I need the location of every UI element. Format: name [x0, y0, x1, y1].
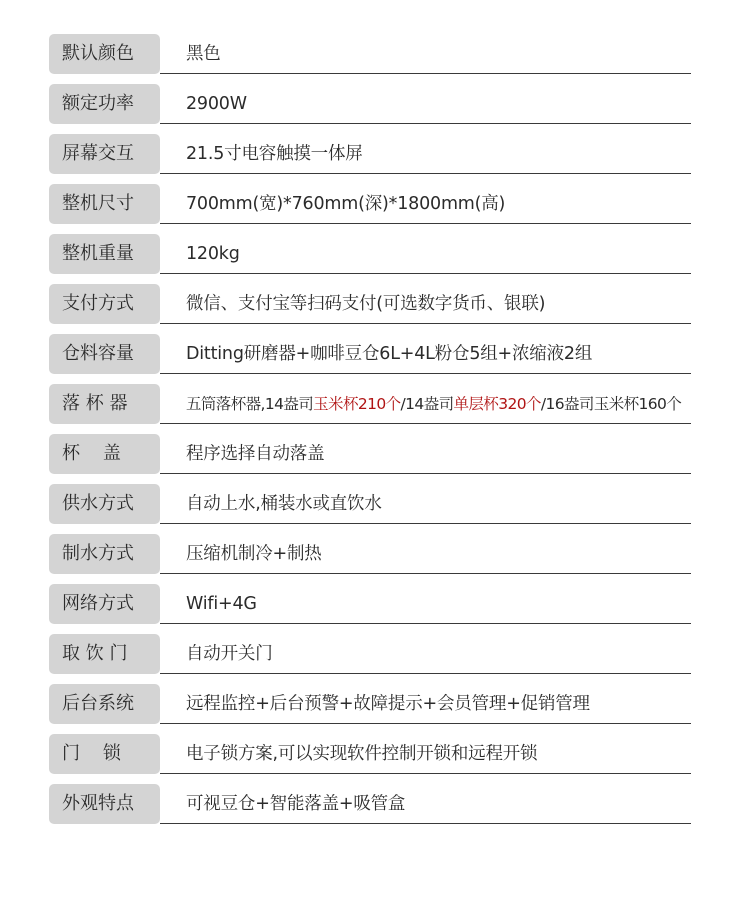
row-divider: [160, 123, 691, 124]
spec-row-payment: [49, 284, 691, 324]
cup-text-part: /16盎司玉米杯160个: [540, 395, 682, 413]
spec-row-water-supply: [49, 484, 691, 524]
spec-label: 门 锁: [49, 734, 160, 774]
spec-row-color: [49, 34, 691, 74]
spec-row-water-processing: [49, 534, 691, 574]
row-divider: [160, 773, 691, 774]
row-divider: [160, 523, 691, 524]
spec-row-network: [49, 584, 691, 624]
spec-label: 外观特点: [49, 784, 160, 824]
spec-label: 整机重量: [49, 234, 160, 274]
spec-row-weight: [49, 234, 691, 274]
spec-value: 120kg: [186, 244, 240, 264]
spec-label: 落 杯 器: [49, 384, 160, 424]
spec-value: 远程监控+后台预警+故障提示+会员管理+促销管理: [186, 694, 590, 714]
spec-label: 网络方式: [49, 584, 160, 624]
spec-row-pickup-door: [49, 634, 691, 674]
spec-label: 屏幕交互: [49, 134, 160, 174]
spec-label: 支付方式: [49, 284, 160, 324]
spec-label: 额定功率: [49, 84, 160, 124]
spec-row-appearance: [49, 784, 691, 824]
spec-label: 供水方式: [49, 484, 160, 524]
spec-label: 取 饮 门: [49, 634, 160, 674]
spec-value: 自动上水,桶装水或直饮水: [186, 494, 382, 514]
row-divider: [160, 823, 691, 824]
row-divider: [160, 423, 691, 424]
spec-value: 可视豆仓+智能落盖+吸管盒: [186, 794, 406, 814]
spec-value: 压缩机制冷+制热: [186, 544, 322, 564]
row-divider: [160, 373, 691, 374]
row-divider: [160, 223, 691, 224]
spec-row-screen: [49, 134, 691, 174]
spec-label: 后台系统: [49, 684, 160, 724]
spec-row-power: [49, 84, 691, 124]
spec-value: 21.5寸电容触摸一体屏: [186, 144, 363, 164]
spec-row-lid: [49, 434, 691, 474]
cup-text-part: /14盎司: [400, 395, 454, 413]
row-divider: [160, 273, 691, 274]
row-divider: [160, 673, 691, 674]
spec-value: 700mm(宽)*760mm(深)*1800mm(高): [186, 194, 506, 214]
spec-label: 仓料容量: [49, 334, 160, 374]
cup-text-part: 五筒落杯器,14盎司: [186, 395, 314, 413]
row-divider: [160, 573, 691, 574]
spec-table: [49, 34, 691, 834]
spec-value: Ditting研磨器+咖啡豆仓6L+4L粉仓5组+浓缩液2组: [186, 344, 593, 364]
single-cup-highlight: 单层杯320个: [453, 395, 541, 413]
spec-value: Wifi+4G: [186, 594, 257, 614]
spec-value: 微信、支付宝等扫码支付(可选数字货币、银联): [186, 294, 546, 314]
spec-value: 2900W: [186, 94, 247, 114]
spec-row-capacity: [49, 334, 691, 374]
row-divider: [160, 323, 691, 324]
row-divider: [160, 623, 691, 624]
row-divider: [160, 723, 691, 724]
spec-label: 整机尺寸: [49, 184, 160, 224]
spec-value: [186, 384, 681, 424]
corn-cup-highlight: 玉米杯210个: [313, 395, 401, 413]
spec-row-door-lock: [49, 734, 691, 774]
row-divider: [160, 473, 691, 474]
spec-value: 黑色: [186, 44, 221, 64]
spec-value: 程序选择自动落盖: [186, 444, 325, 464]
spec-label: 默认颜色: [49, 34, 160, 74]
spec-value: 自动开关门: [186, 644, 273, 664]
spec-row-cup-dispenser: [49, 384, 691, 424]
row-divider: [160, 173, 691, 174]
spec-label: 杯 盖: [49, 434, 160, 474]
spec-row-backend: [49, 684, 691, 724]
spec-row-dimensions: [49, 184, 691, 224]
row-divider: [160, 73, 691, 74]
spec-value: 电子锁方案,可以实现软件控制开锁和远程开锁: [186, 744, 538, 764]
spec-label: 制水方式: [49, 534, 160, 574]
